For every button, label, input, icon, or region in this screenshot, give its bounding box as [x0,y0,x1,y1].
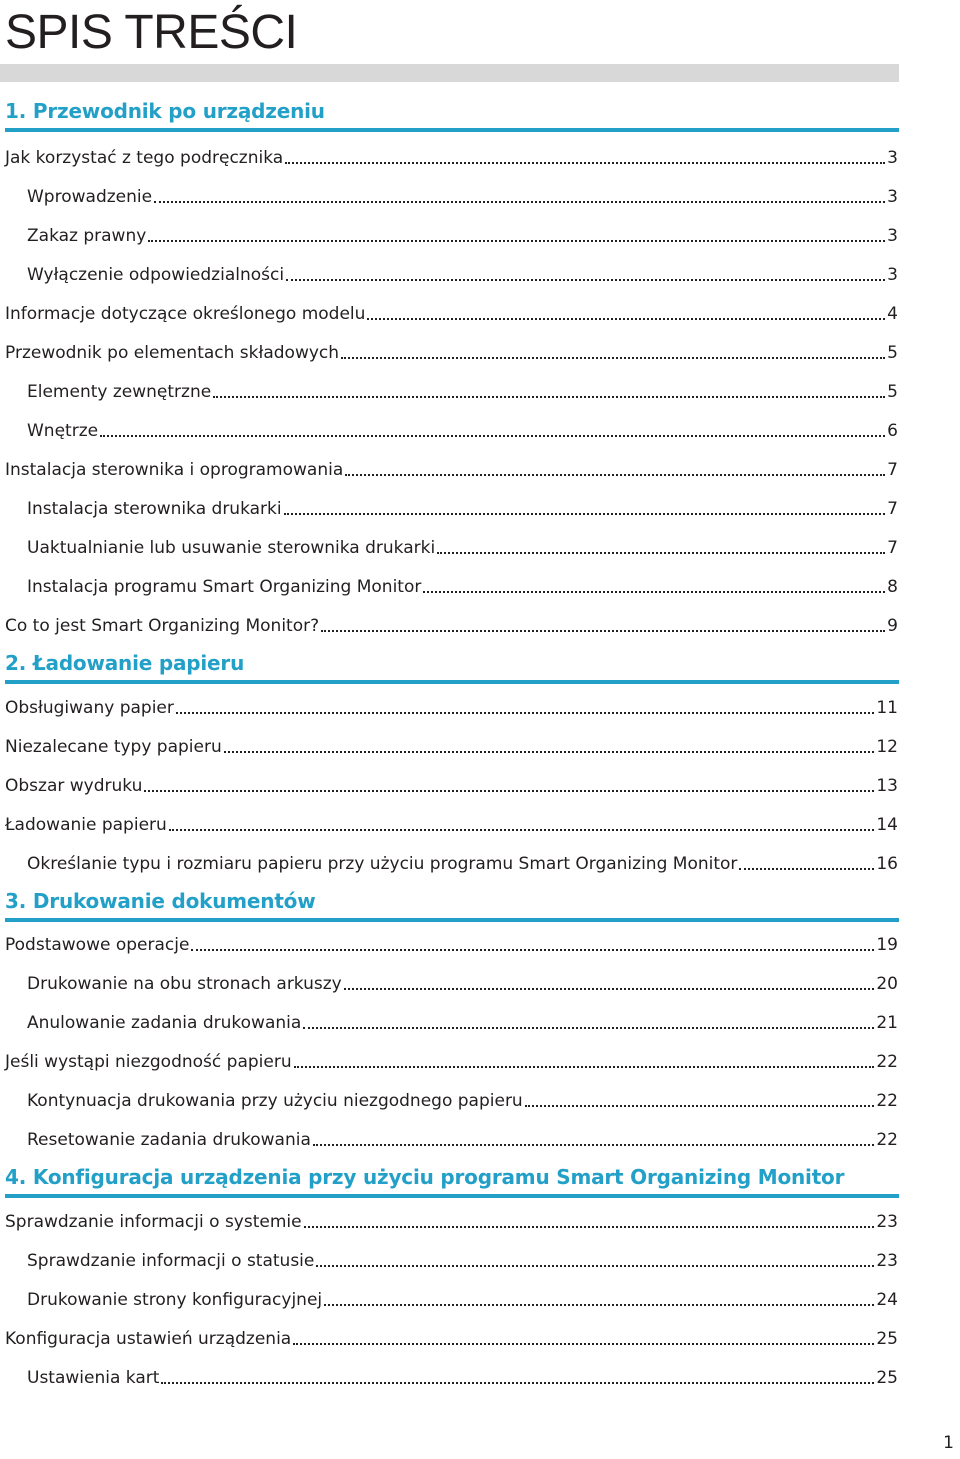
toc-entry-page: 3 [887,148,898,168]
dot-leader [191,949,874,951]
toc-entry-label: Ładowanie papieru [5,815,167,835]
toc-entry[interactable] [27,1359,898,1389]
dot-leader [144,790,874,792]
dot-leader [525,1105,875,1107]
toc-entry-page: 23 [876,1212,898,1232]
toc-entry[interactable] [5,689,898,719]
toc-entry-page: 7 [887,538,898,558]
toc-entry[interactable] [5,139,898,169]
toc-entry[interactable] [27,965,898,995]
toc-entry-page: 5 [887,343,898,363]
toc-entry-page: 11 [876,698,898,718]
toc-entry-page: 8 [887,577,898,597]
dot-leader [324,1304,874,1306]
toc-entry-label: Niezalecane typy papieru [5,737,222,757]
toc-entry-page: 23 [876,1251,898,1271]
toc-entry-label: Kontynuacja drukowania przy użyciu niezgodnego papieru [27,1091,523,1111]
chapter-heading[interactable] [5,646,899,684]
toc-entry-page: 9 [887,616,898,636]
page-title: SPIS TREŚCI [5,6,298,59]
toc-entry-label: Instalacja sterownika i oprogramowania [5,460,344,480]
dot-leader [341,357,885,359]
toc-entry-page: 7 [887,499,898,519]
toc-entry[interactable] [5,767,898,797]
toc-entry-page: 20 [876,974,898,994]
toc-entry-label: Podstawowe operacje [5,935,190,955]
toc-entry-label: Drukowanie na obu stronach arkuszy [27,974,342,994]
chapter-heading-label: 1. Przewodnik po urządzeniu [5,99,325,123]
dot-leader [437,552,885,554]
toc-entry-label: Anulowanie zadania drukowania [27,1013,302,1033]
toc-entry-label: Instalacja sterownika drukarki [27,499,282,519]
toc-entry-page: 5 [887,382,898,402]
toc-entry[interactable] [5,806,898,836]
dot-leader [739,868,874,870]
toc-entry[interactable] [27,1082,898,1112]
toc-entry[interactable] [5,607,898,637]
toc-entry-label: Jeśli wystąpi niezgodność papieru [5,1052,292,1072]
dot-leader [284,513,886,515]
chapter-heading-label: 4. Konfiguracja urządzenia przy użyciu programu Smart Organizing Monitor [5,1165,845,1189]
toc-entry[interactable] [27,373,898,403]
toc-entry[interactable] [27,845,898,875]
dot-leader [285,162,885,164]
toc-entry[interactable] [5,295,898,325]
toc-entry-label: Obsługiwany papier [5,698,174,718]
dot-leader [367,318,885,320]
toc-entry[interactable] [27,178,898,208]
dot-leader [286,279,885,281]
dot-leader [213,396,885,398]
toc-entry[interactable] [27,1281,898,1311]
toc-entry-page: 6 [887,421,898,441]
toc-entry-page: 14 [876,815,898,835]
toc-entry-page: 24 [876,1290,898,1310]
toc-entry[interactable] [27,1121,898,1151]
toc-entry-page: 12 [876,737,898,757]
toc-entry[interactable] [5,926,898,956]
toc-entry-page: 22 [876,1091,898,1111]
dot-leader [313,1144,874,1146]
toc-entry-label: Zakaz prawny [27,226,147,246]
toc-entry-label: Sprawdzanie informacji o systemie [5,1212,302,1232]
toc-entry-page: 4 [887,304,898,324]
toc-entry[interactable] [27,529,898,559]
toc-entry[interactable] [27,568,898,598]
dot-leader [294,1066,875,1068]
toc-entry[interactable] [5,728,898,758]
toc-entry-label: Ustawienia kart [27,1368,160,1388]
chapter-heading-label: 3. Drukowanie dokumentów [5,889,316,913]
toc-entry-page: 13 [876,776,898,796]
dot-leader [423,591,885,593]
toc-entry[interactable] [5,1203,898,1233]
toc-entry[interactable] [5,1320,898,1350]
dot-leader [224,751,875,753]
toc-entry-label: Uaktualnianie lub usuwanie sterownika drukarki [27,538,436,558]
dot-leader [100,435,885,437]
toc-entry-label: Drukowanie strony konfiguracyjnej [27,1290,323,1310]
toc-entry-label: Resetowanie zadania drukowania [27,1130,311,1150]
dot-leader [293,1343,874,1345]
chapter-heading[interactable] [5,94,899,132]
dot-leader [303,1027,874,1029]
toc-entry-label: Co to jest Smart Organizing Monitor? [5,616,320,636]
dot-leader [176,712,874,714]
toc-entry-page: 16 [876,854,898,874]
page-number: 1 [943,1433,954,1453]
dot-leader [344,988,875,990]
toc-entry-label: Informacje dotyczące określonego modelu [5,304,366,324]
toc-entry[interactable] [27,256,898,286]
toc-entry[interactable] [27,1242,898,1272]
toc-entry-page: 21 [876,1013,898,1033]
toc-entry[interactable] [27,412,898,442]
toc-entry-page: 25 [876,1368,898,1388]
chapter-heading[interactable] [5,1160,899,1198]
dot-leader [161,1382,874,1384]
toc-entry-label: Wnętrze [27,421,99,441]
toc-entry-label: Wprowadzenie [27,187,153,207]
dot-leader [304,1226,875,1228]
toc-entry[interactable] [5,1043,898,1073]
toc-entry-page: 3 [887,187,898,207]
toc-entry-label: Konfiguracja ustawień urządzenia [5,1329,292,1349]
toc-entry[interactable] [27,490,898,520]
chapter-heading[interactable] [5,884,899,922]
toc-entry-page: 7 [887,460,898,480]
toc-entry[interactable] [27,217,898,247]
dot-leader [148,240,885,242]
toc-entry[interactable] [5,451,898,481]
toc-entry[interactable] [5,334,898,364]
toc-entry-label: Obszar wydruku [5,776,143,796]
dot-leader [321,630,885,632]
toc-entry-label: Jak korzystać z tego podręcznika [5,148,284,168]
toc-entry-label: Określanie typu i rozmiaru papieru przy użyciu programu Smart Organizing Monitor [27,854,738,874]
toc-entry-page: 3 [887,226,898,246]
toc-entry-label: Elementy zewnętrzne [27,382,212,402]
toc-entry-page: 19 [876,935,898,955]
dot-leader [316,1265,874,1267]
toc-entry-label: Instalacja programu Smart Organizing Monitor [27,577,422,597]
dot-leader [154,201,885,203]
toc-entry-page: 22 [876,1052,898,1072]
dot-leader [345,474,885,476]
toc-entry-label: Przewodnik po elementach składowych [5,343,340,363]
toc-entry-label: Sprawdzanie informacji o statusie [27,1251,315,1271]
toc-entry-page: 3 [887,265,898,285]
toc-entry-label: Wyłączenie odpowiedzialności [27,265,285,285]
toc-entry-page: 22 [876,1130,898,1150]
toc-entry[interactable] [27,1004,898,1034]
dot-leader [169,829,875,831]
toc-entry-page: 25 [876,1329,898,1349]
chapter-heading-label: 2. Ładowanie papieru [5,651,245,675]
